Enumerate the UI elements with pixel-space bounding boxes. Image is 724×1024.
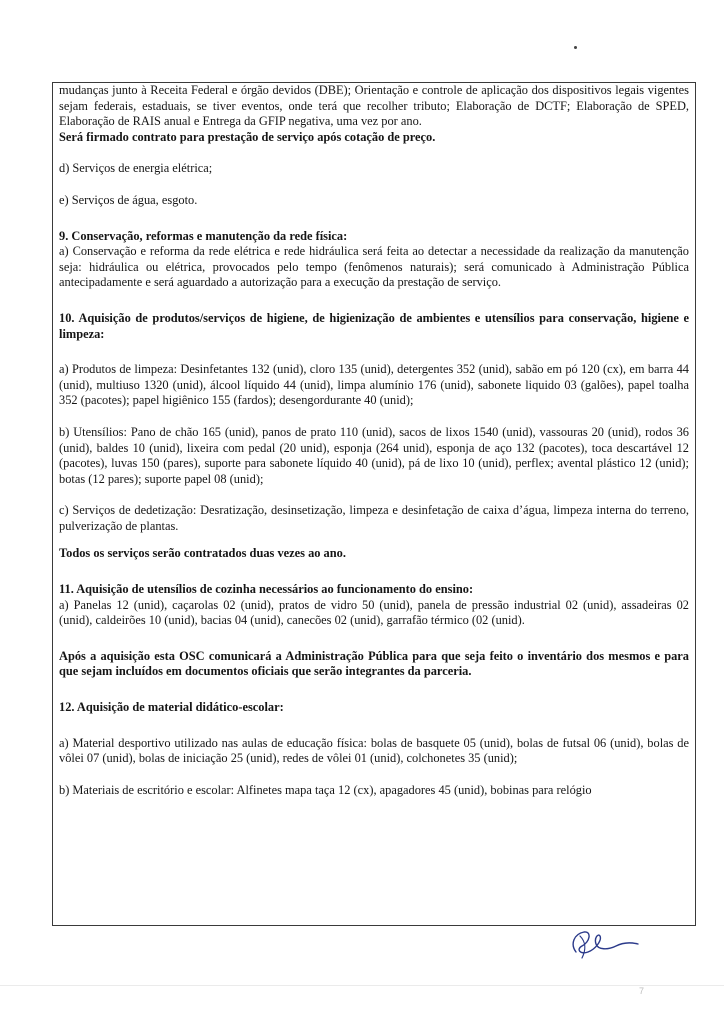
paragraph-continuation: mudanças junto à Receita Federal e órgão devidos (DBE); Orientação e controle de aplicação dos dispositivos legais vigentes sejam federais, estaduais, se tiver eventos, onde terá que recolher tributo; Elaboração de DCTF; Elaboração de SPED, Elaboração de RAIS anual e Entrega da GFIP negativa, uma vez por ano. (59, 83, 689, 129)
paragraph-9a: a) Conservação e reforma da rede elétrica e rede hidráulica será feita ao detectar a necessidade da realização da manutenção seja: hidráulica ou elétrica, provocados pelo tempo (fenômenos naturais); será comunicado à Administração Pública antecipadamente e será aguardado a autorização para a execução da prestação de serviço. (59, 244, 689, 290)
paragraph-10a: a) Produtos de limpeza: Desinfetantes 132 (unid), cloro 135 (unid), detergentes 352 (unid), sabão em pó 120 (cx), em barra 44 (unid), multiuso 1320 (unid), álcool líquido 44 (unid), limpa alumínio 176 (unid), sabonete liquido 03 (galões), papel toalha 352 (pacotes); papel higiênico 155 (fardos); desengordurante 40 (unid); (59, 362, 689, 408)
paragraph-10-frequency: Todos os serviços serão contratados duas vezes ao ano. (59, 546, 346, 561)
paragraph-item-d: d) Serviços de energia elétrica; (59, 161, 213, 176)
paragraph-11a: a) Panelas 12 (unid), caçarolas 02 (unid), pratos de vidro 50 (unid), panela de pressão industrial 02 (unid), assadeiras 02 (unid), caldeirões 10 (unid), bacias 04 (unid), canecões 02 (unid), garrafão térmico (02 (unid). (59, 597, 689, 628)
scan-artifact-line (0, 985, 724, 986)
paragraph-11-inventory: Após a aquisição esta OSC comunicará a Administração Pública para que seja feito o inventário dos mesmos e para que sejam incluídos em documentos oficiais que serão integrantes da parceria. (59, 648, 689, 679)
paragraph-10b: b) Utensílios: Pano de chão 165 (unid), panos de prato 110 (unid), sacos de lixos 1540 (unid), vassouras 20 (unid), rodos 36 (unid), baldes 10 (unid), lixeira com pedal (20 unid), esponja (264 unid), esponja de aço 132 (pacotes), toca descartável 12 (pacotes), luvas 150 (pares), suporte para sabonete líquido 40 (unid), pá de lixo 10 (unid), perflex; avental plástico 12 (unid); botas (12 pares); suporte papel 08 (unid); (59, 424, 689, 486)
paragraph-item-e: e) Serviços de água, esgoto. (59, 192, 198, 207)
section-heading-9: 9. Conservação, reformas e manutenção da rede física: (59, 228, 348, 243)
page-number: 7 (638, 986, 644, 996)
document-frame (52, 82, 696, 926)
paragraph-contract-note: Será firmado contrato para prestação de serviço após cotação de preço. (59, 129, 436, 144)
paragraph-10c: c) Serviços de dedetização: Desratização, desinsetização, limpeza e desinfetação de caixa d’água, limpeza interna do terreno, pulverização de plantas. (59, 503, 689, 533)
section-heading-10: 10. Aquisição de produtos/serviços de higiene, de higienização de ambientes e utensílios para conservação, higiene e limpeza: (59, 310, 689, 341)
paragraph-12a: a) Material desportivo utilizado nas aulas de educação física: bolas de basquete 05 (unid), bolas de futsal 06 (unid), bolas de vôlei 07 (unid), bolas de iniciação 25 (unid), redes de vôlei 01 (unid), colchonetes 35 (unid); (59, 735, 689, 766)
handwritten-signature-icon (556, 922, 646, 964)
scan-speck (574, 46, 577, 49)
paragraph-12b: b) Materiais de escritório e escolar: Alfinetes mapa taça 12 (cx), apagadores 45 (unid), bobinas para relógio (59, 782, 592, 797)
section-heading-12: 12. Aquisição de material didático-escolar: (59, 700, 284, 715)
section-heading-11: 11. Aquisição de utensílios de cozinha necessários ao funcionamento do ensino: (59, 582, 474, 597)
document-body (53, 83, 695, 798)
